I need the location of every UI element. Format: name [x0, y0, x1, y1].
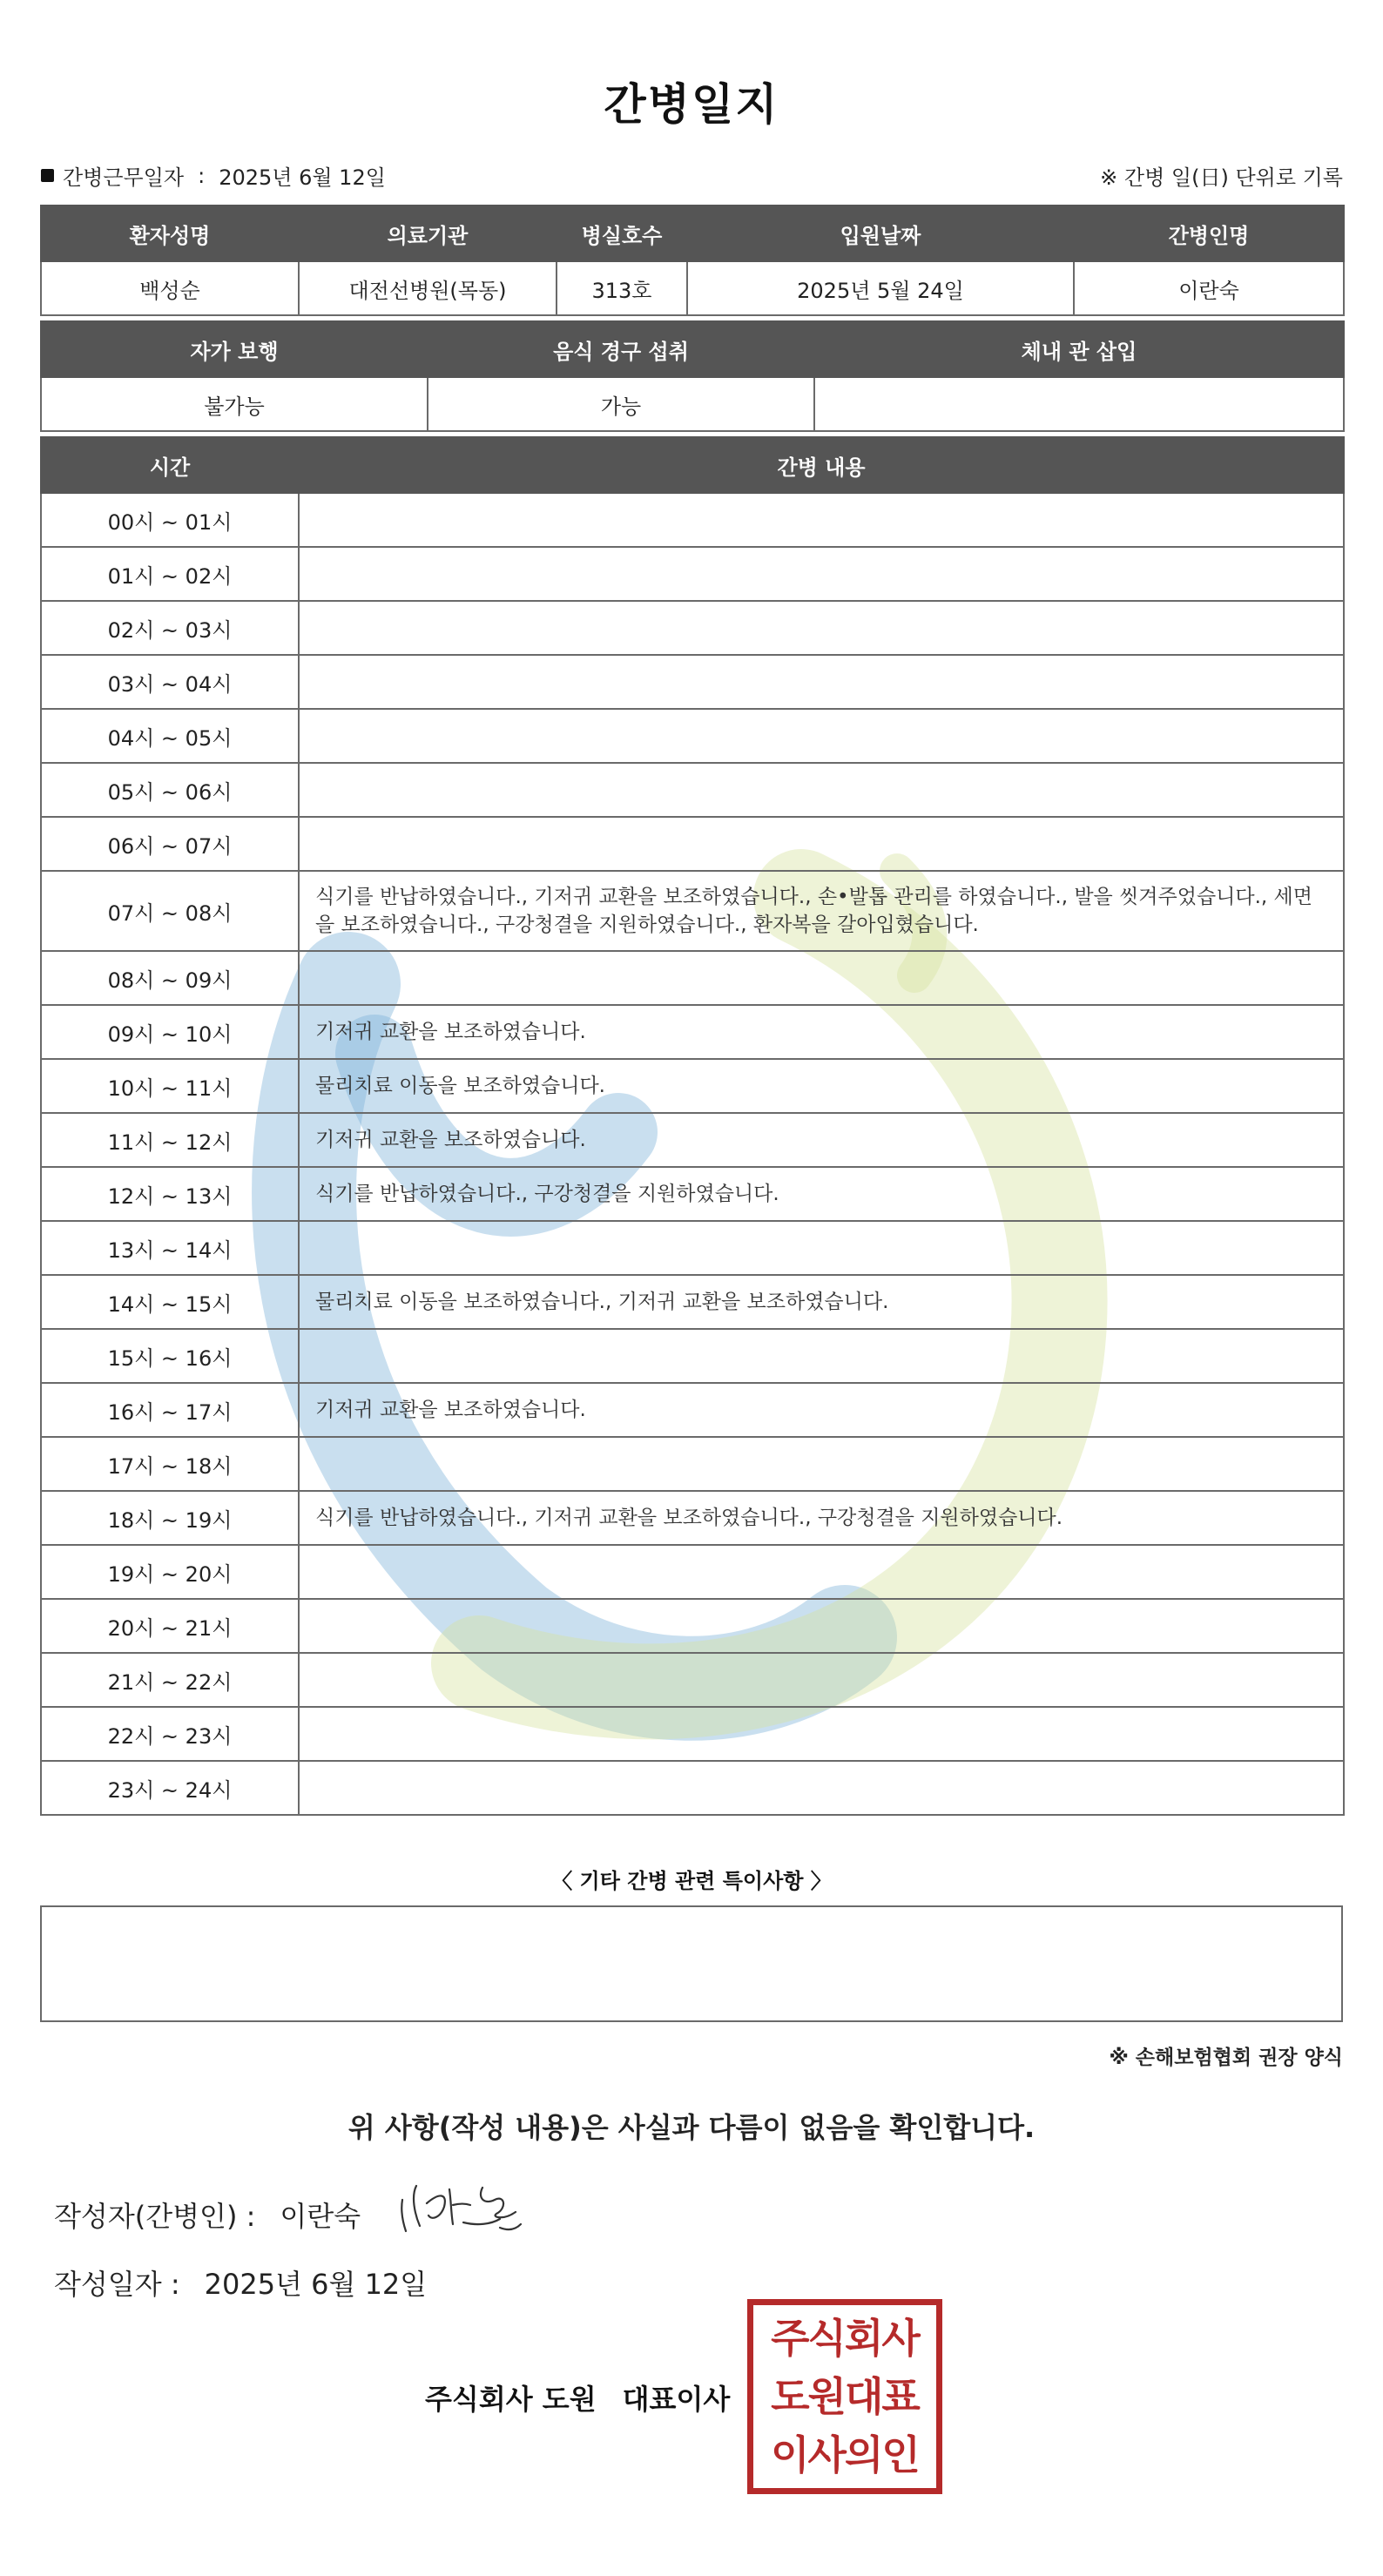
- log-time: 16시 ~ 17시: [41, 1383, 299, 1437]
- log-time: 06시 ~ 07시: [41, 817, 299, 871]
- log-content: [299, 1221, 1344, 1275]
- log-time: 04시 ~ 05시: [41, 709, 299, 763]
- patient-value-row: [41, 261, 1344, 315]
- patient-header-row: [41, 206, 1344, 261]
- log-row: [41, 1761, 1344, 1815]
- writer-label: 작성자(간병인) :: [54, 2200, 256, 2233]
- log-row: [41, 1545, 1344, 1599]
- caregiver-name: 이란숙: [1074, 261, 1344, 315]
- log-row: [41, 1275, 1344, 1329]
- log-time: 00시 ~ 01시: [41, 493, 299, 547]
- log-row: [41, 1707, 1344, 1761]
- header-tube-insertion: 체내 관 삽입: [814, 321, 1344, 377]
- log-content: [299, 547, 1344, 601]
- log-row: [41, 547, 1344, 601]
- log-time: 08시 ~ 09시: [41, 951, 299, 1005]
- company-ceo-title: 대표이사: [622, 2383, 731, 2416]
- log-content: 식기를 반납하였습니다., 구강청결을 지원하였습니다.: [299, 1167, 1344, 1221]
- log-content: 식기를 반납하였습니다., 기저귀 교환을 보조하였습니다., 구강청결을 지원하였습니다.: [299, 1491, 1344, 1545]
- seal-line: 도원대표: [771, 2372, 919, 2420]
- log-time: 17시 ~ 18시: [41, 1437, 299, 1491]
- log-content: 식기를 반납하였습니다., 기저귀 교환을 보조하였습니다., 손•발톱 관리를 하였습니다., 발을 씻겨주었습니다., 세면을 보조하였습니다., 구강청결을 지원하였습니다., 환자복을 갈아입혔습니다.: [299, 871, 1344, 951]
- log-content: [299, 1653, 1344, 1707]
- log-time: 22시 ~ 23시: [41, 1707, 299, 1761]
- header-patient-name: 환자성명: [41, 206, 299, 261]
- work-date-separator: :: [198, 163, 206, 188]
- writer-name: 이란숙: [280, 2200, 361, 2233]
- log-content: [299, 1329, 1344, 1383]
- record-notice: ※ 간병 일(日) 단위로 기록: [1100, 165, 1343, 190]
- log-row: [41, 1491, 1344, 1545]
- log-time: 18시 ~ 19시: [41, 1491, 299, 1545]
- log-row: [41, 1005, 1344, 1059]
- log-time: 14시 ~ 15시: [41, 1275, 299, 1329]
- hospital-name: 대전선병원(목동): [299, 261, 557, 315]
- log-time: 23시 ~ 24시: [41, 1761, 299, 1815]
- log-time: 13시 ~ 14시: [41, 1221, 299, 1275]
- log-time: 07시 ~ 08시: [41, 871, 299, 951]
- log-header-row: [41, 437, 1344, 493]
- work-date-value: 2025년 6월 12일: [219, 165, 386, 190]
- written-date-label: 작성일자 :: [54, 2268, 180, 2301]
- log-content: [299, 951, 1344, 1005]
- log-content: 기저귀 교환을 보조하였습니다.: [299, 1383, 1344, 1437]
- log-time: 01시 ~ 02시: [41, 547, 299, 601]
- log-content: [299, 601, 1344, 655]
- status-header-row: [41, 321, 1344, 377]
- log-time: 03시 ~ 04시: [41, 655, 299, 709]
- header-time: 시간: [41, 437, 299, 493]
- bullet-square-icon: [41, 169, 54, 182]
- work-date-line: [41, 160, 386, 191]
- header-hospital: 의료기관: [299, 206, 557, 261]
- company-line: [425, 2377, 730, 2418]
- log-content: 물리치료 이동을 보조하였습니다., 기저귀 교환을 보조하였습니다.: [299, 1275, 1344, 1329]
- header-self-walking: 자가 보행: [41, 321, 428, 377]
- writer-line: [54, 2195, 361, 2235]
- log-time: 02시 ~ 03시: [41, 601, 299, 655]
- log-time: 09시 ~ 10시: [41, 1005, 299, 1059]
- written-date-value: 2025년 6월 12일: [204, 2268, 428, 2301]
- patient-name: 백성순: [41, 261, 299, 315]
- log-content: 기저귀 교환을 보조하였습니다.: [299, 1113, 1344, 1167]
- log-content: 물리치료 이동을 보조하였습니다.: [299, 1059, 1344, 1113]
- log-content: [299, 1599, 1344, 1653]
- log-content: [299, 493, 1344, 547]
- log-row: [41, 1437, 1344, 1491]
- log-time: 05시 ~ 06시: [41, 763, 299, 817]
- log-content: [299, 763, 1344, 817]
- log-time: 20시 ~ 21시: [41, 1599, 299, 1653]
- notes-box: [40, 1905, 1343, 2022]
- patient-table: [40, 205, 1345, 316]
- room-number: 313호: [557, 261, 687, 315]
- admission-date: 2025년 5월 24일: [687, 261, 1074, 315]
- written-date-line: [54, 2262, 427, 2303]
- log-row: [41, 1167, 1344, 1221]
- status-table: [40, 320, 1345, 432]
- log-time: 12시 ~ 13시: [41, 1167, 299, 1221]
- header-care-content: 간병 내용: [299, 437, 1344, 493]
- header-caregiver: 간병인명: [1074, 206, 1344, 261]
- log-content: [299, 655, 1344, 709]
- care-log-table: [40, 436, 1345, 1816]
- seal-line: 주식회사: [771, 2314, 919, 2362]
- company-name: 주식회사 도원: [425, 2383, 597, 2416]
- log-row: [41, 601, 1344, 655]
- confirmation-statement: 위 사항(작성 내용)은 사실과 다름이 없음을 확인합니다.: [347, 2111, 1036, 2144]
- work-date-label: 간병근무일자: [63, 165, 185, 190]
- header-oral-intake: 음식 경구 섭취: [428, 321, 814, 377]
- log-row: [41, 763, 1344, 817]
- log-time: 11시 ~ 12시: [41, 1113, 299, 1167]
- log-content: 기저귀 교환을 보조하였습니다.: [299, 1005, 1344, 1059]
- log-content: [299, 1437, 1344, 1491]
- log-row: [41, 493, 1344, 547]
- log-content: [299, 709, 1344, 763]
- log-row: [41, 951, 1344, 1005]
- log-content: [299, 1545, 1344, 1599]
- log-content: [299, 817, 1344, 871]
- company-seal-stamp: [747, 2299, 942, 2494]
- log-content: [299, 1761, 1344, 1815]
- log-row: [41, 1383, 1344, 1437]
- log-content: [299, 1707, 1344, 1761]
- handwritten-signature: [394, 2174, 533, 2243]
- log-time: 15시 ~ 16시: [41, 1329, 299, 1383]
- notes-title: 〈 기타 간병 관련 특이사항 〉: [551, 1869, 832, 1893]
- self-walking-value: 불가능: [41, 377, 428, 431]
- log-row: [41, 871, 1344, 951]
- log-row: [41, 1221, 1344, 1275]
- log-row: [41, 1113, 1344, 1167]
- log-time: 21시 ~ 22시: [41, 1653, 299, 1707]
- status-value-row: [41, 377, 1344, 431]
- header-room: 병실호수: [557, 206, 687, 261]
- header-admission-date: 입원날짜: [687, 206, 1074, 261]
- log-time: 19시 ~ 20시: [41, 1545, 299, 1599]
- seal-line: 이사의인: [771, 2431, 919, 2479]
- recommended-form-note: ※ 손해보험협회 권장 양식: [1109, 2047, 1343, 2069]
- oral-intake-value: 가능: [428, 377, 814, 431]
- log-row: [41, 1329, 1344, 1383]
- log-row: [41, 817, 1344, 871]
- log-row: [41, 1599, 1344, 1653]
- tube-insertion-value: [814, 377, 1344, 431]
- log-row: [41, 709, 1344, 763]
- page-title: 간병일지: [604, 79, 779, 130]
- log-time: 10시 ~ 11시: [41, 1059, 299, 1113]
- log-row: [41, 1653, 1344, 1707]
- log-row: [41, 655, 1344, 709]
- log-row: [41, 1059, 1344, 1113]
